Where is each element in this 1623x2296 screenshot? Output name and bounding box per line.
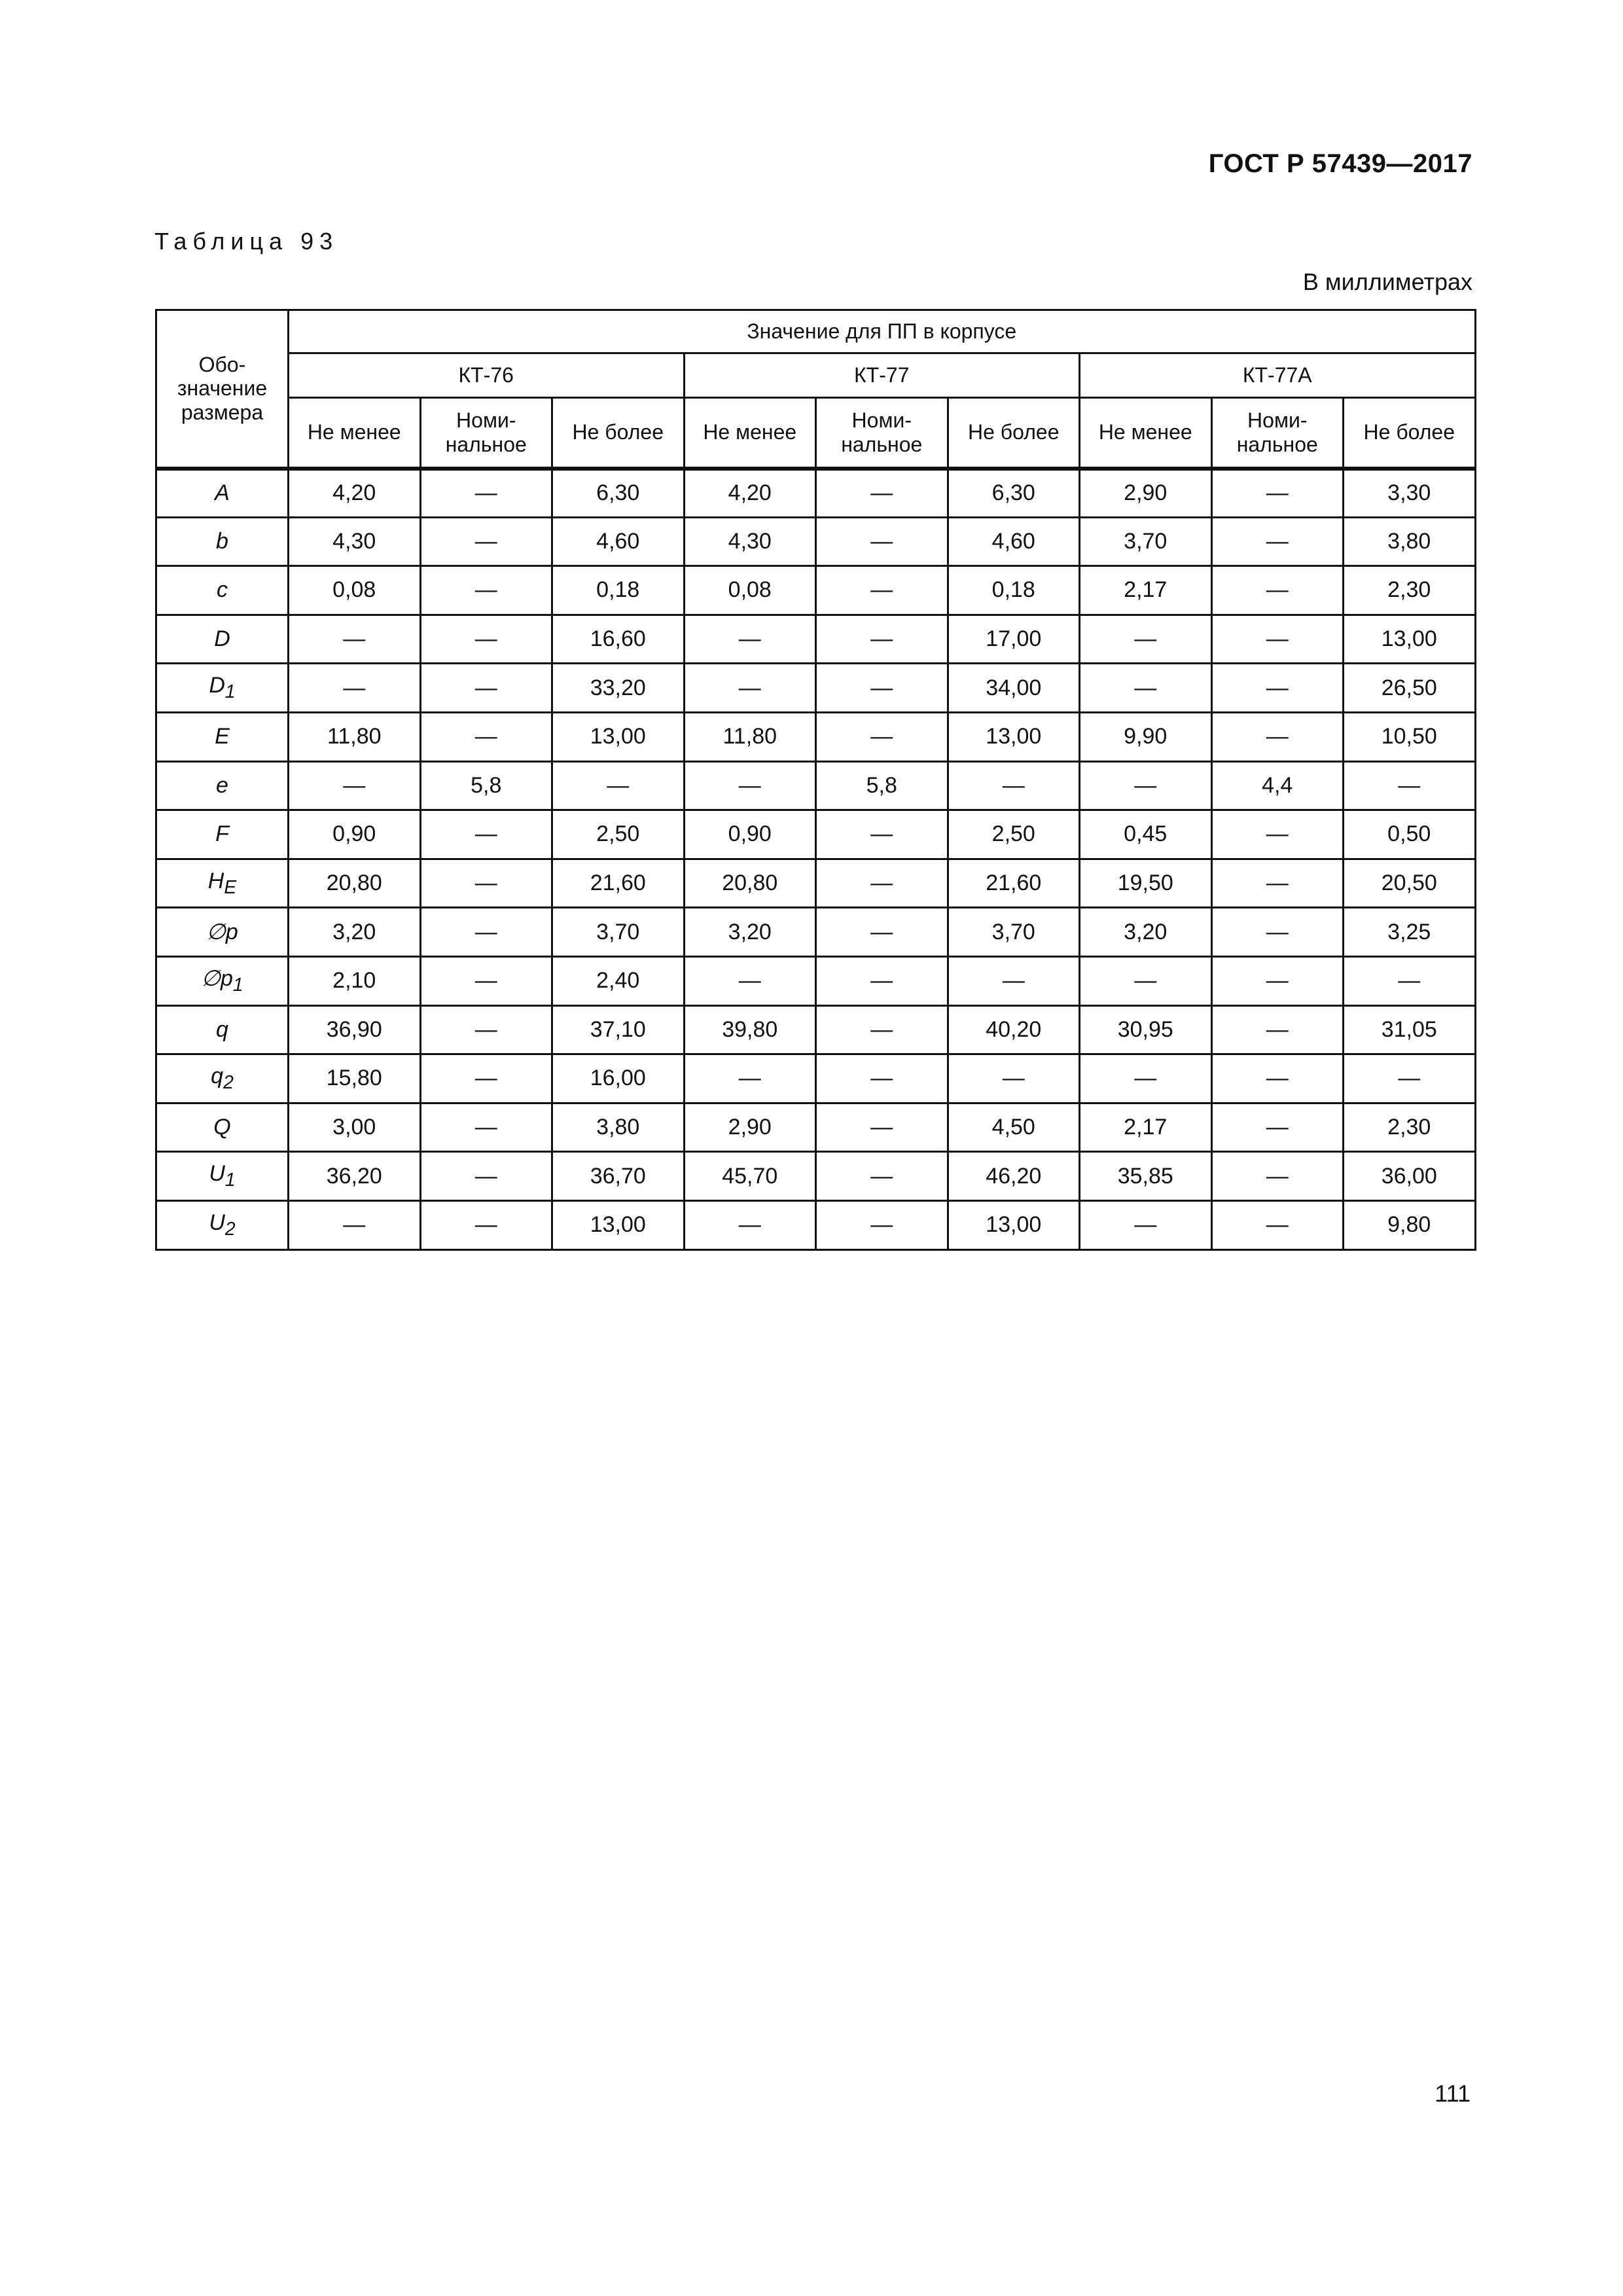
- value-cell: 13,00: [552, 712, 685, 761]
- value-cell: 16,00: [552, 1054, 685, 1103]
- value-cell: —: [420, 1054, 552, 1103]
- value-cell: —: [684, 1054, 816, 1103]
- value-cell: 0,08: [289, 566, 421, 615]
- value-cell: —: [289, 664, 421, 713]
- value-cell: —: [420, 956, 552, 1005]
- value-cell: 2,90: [1080, 469, 1212, 518]
- value-cell: —: [1211, 1200, 1344, 1249]
- table-row: [156, 517, 1476, 566]
- value-cell: 2,50: [948, 810, 1080, 859]
- value-cell: —: [816, 908, 948, 957]
- value-cell: —: [1211, 566, 1344, 615]
- value-cell: 3,70: [552, 908, 685, 957]
- sub-header-min: Не менее: [289, 398, 421, 469]
- value-cell: 4,20: [684, 469, 816, 518]
- value-cell: —: [289, 761, 421, 810]
- value-cell: —: [420, 469, 552, 518]
- dimension-symbol: ∅p: [156, 908, 289, 957]
- dimension-symbol: F: [156, 810, 289, 859]
- value-cell: 21,60: [552, 859, 685, 908]
- table-header: [156, 310, 1476, 469]
- package-header-kt77a: КТ-77А: [1080, 353, 1476, 398]
- value-cell: —: [1211, 712, 1344, 761]
- value-cell: 9,90: [1080, 712, 1212, 761]
- dimension-symbol: $U_1$: [156, 1152, 289, 1201]
- value-cell: 4,30: [289, 517, 421, 566]
- value-cell: 2,50: [552, 810, 685, 859]
- value-cell: —: [816, 1200, 948, 1249]
- value-cell: —: [420, 859, 552, 908]
- value-cell: —: [816, 1005, 948, 1054]
- package-header-kt77: КТ-77: [684, 353, 1080, 398]
- table-row: [156, 566, 1476, 615]
- value-cell: 35,85: [1080, 1152, 1212, 1201]
- value-cell: —: [1211, 859, 1344, 908]
- table-row: [156, 664, 1476, 713]
- value-cell: 11,80: [289, 712, 421, 761]
- value-cell: 5,8: [816, 761, 948, 810]
- value-cell: —: [816, 615, 948, 664]
- sub-header-max: Не более: [552, 398, 685, 469]
- value-cell: 20,80: [684, 859, 816, 908]
- value-cell: 3,80: [1344, 517, 1476, 566]
- value-cell: —: [816, 956, 948, 1005]
- value-cell: 11,80: [684, 712, 816, 761]
- value-cell: —: [1211, 615, 1344, 664]
- value-cell: —: [420, 517, 552, 566]
- value-cell: —: [816, 664, 948, 713]
- value-cell: 4,30: [684, 517, 816, 566]
- value-cell: 26,50: [1344, 664, 1476, 713]
- value-cell: —: [1344, 761, 1476, 810]
- dimension-symbol: $H_E$: [156, 859, 289, 908]
- sub-header-nominal: Номи- нальное: [816, 398, 948, 469]
- value-cell: —: [1211, 1103, 1344, 1152]
- value-cell: —: [420, 908, 552, 957]
- table-row: [156, 859, 1476, 908]
- sub-header-row: [156, 398, 1476, 469]
- value-cell: 3,00: [289, 1103, 421, 1152]
- value-cell: —: [1080, 664, 1212, 713]
- sub-header-min: Не менее: [1080, 398, 1212, 469]
- table-row: [156, 1103, 1476, 1152]
- dimension-symbol: $D_1$: [156, 664, 289, 713]
- dimension-symbol: E: [156, 712, 289, 761]
- value-cell: —: [1080, 956, 1212, 1005]
- value-cell: 0,18: [552, 566, 685, 615]
- dimension-symbol: q: [156, 1005, 289, 1054]
- dimensions-table: [155, 309, 1476, 1251]
- value-cell: —: [552, 761, 685, 810]
- value-cell: 37,10: [552, 1005, 685, 1054]
- table-row: [156, 469, 1476, 518]
- value-cell: —: [816, 1054, 948, 1103]
- value-cell: 36,00: [1344, 1152, 1476, 1201]
- value-cell: 3,30: [1344, 469, 1476, 518]
- value-cell: 13,00: [1344, 615, 1476, 664]
- value-cell: —: [1344, 1054, 1476, 1103]
- value-cell: —: [948, 956, 1080, 1005]
- value-cell: 3,20: [1080, 908, 1212, 957]
- value-cell: 2,17: [1080, 566, 1212, 615]
- value-cell: —: [816, 566, 948, 615]
- value-cell: 15,80: [289, 1054, 421, 1103]
- value-cell: —: [684, 956, 816, 1005]
- value-cell: 21,60: [948, 859, 1080, 908]
- table-body: [156, 469, 1476, 1250]
- value-cell: —: [420, 615, 552, 664]
- dimension-symbol: b: [156, 517, 289, 566]
- sub-header-nominal: Номи- нальное: [420, 398, 552, 469]
- value-cell: 45,70: [684, 1152, 816, 1201]
- value-cell: —: [420, 712, 552, 761]
- value-cell: —: [420, 1152, 552, 1201]
- value-cell: —: [1211, 956, 1344, 1005]
- value-cell: 20,50: [1344, 859, 1476, 908]
- value-cell: —: [816, 810, 948, 859]
- value-cell: —: [1211, 1005, 1344, 1054]
- value-cell: —: [684, 1200, 816, 1249]
- value-cell: 40,20: [948, 1005, 1080, 1054]
- value-cell: —: [816, 517, 948, 566]
- value-cell: 0,18: [948, 566, 1080, 615]
- value-cell: —: [684, 664, 816, 713]
- value-cell: —: [1211, 810, 1344, 859]
- value-cell: 3,70: [1080, 517, 1212, 566]
- value-cell: 33,20: [552, 664, 685, 713]
- table-row: [156, 810, 1476, 859]
- value-cell: 36,20: [289, 1152, 421, 1201]
- value-cell: —: [684, 761, 816, 810]
- value-cell: 34,00: [948, 664, 1080, 713]
- value-cell: 3,25: [1344, 908, 1476, 957]
- table-row: [156, 956, 1476, 1005]
- sub-header-max: Не более: [948, 398, 1080, 469]
- table-row: [156, 1005, 1476, 1054]
- package-header-kt76: КТ-76: [289, 353, 685, 398]
- dimension-symbol: $U_2$: [156, 1200, 289, 1249]
- value-cell: 4,60: [552, 517, 685, 566]
- value-cell: —: [1211, 908, 1344, 957]
- value-cell: —: [289, 615, 421, 664]
- value-cell: 36,70: [552, 1152, 685, 1201]
- value-cell: —: [1080, 761, 1212, 810]
- value-cell: 39,80: [684, 1005, 816, 1054]
- value-cell: 10,50: [1344, 712, 1476, 761]
- value-cell: —: [420, 566, 552, 615]
- value-cell: 0,90: [289, 810, 421, 859]
- value-cell: 9,80: [1344, 1200, 1476, 1249]
- value-cell: —: [1211, 469, 1344, 518]
- sub-header-min: Не менее: [684, 398, 816, 469]
- value-cell: 13,00: [948, 1200, 1080, 1249]
- value-cell: —: [420, 664, 552, 713]
- value-cell: 19,50: [1080, 859, 1212, 908]
- value-cell: 17,00: [948, 615, 1080, 664]
- dimension-symbol: D: [156, 615, 289, 664]
- value-cell: 4,20: [289, 469, 421, 518]
- value-cell: —: [1080, 1054, 1212, 1103]
- table-row: [156, 712, 1476, 761]
- table-row: [156, 615, 1476, 664]
- dimension-symbol: $\emptyset p_1$: [156, 956, 289, 1005]
- value-cell: —: [816, 859, 948, 908]
- dimension-symbol: A: [156, 469, 289, 518]
- value-cell: 13,00: [948, 712, 1080, 761]
- table-row: [156, 1152, 1476, 1201]
- value-cell: —: [1080, 1200, 1212, 1249]
- value-cell: —: [1211, 664, 1344, 713]
- value-cell: 2,17: [1080, 1103, 1212, 1152]
- value-cell: 0,50: [1344, 810, 1476, 859]
- sub-header-max: Не более: [1344, 398, 1476, 469]
- value-cell: 3,20: [289, 908, 421, 957]
- table-row: [156, 1200, 1476, 1249]
- dimension-symbol: e: [156, 761, 289, 810]
- table-row: [156, 1054, 1476, 1103]
- value-cell: 31,05: [1344, 1005, 1476, 1054]
- value-cell: 36,90: [289, 1005, 421, 1054]
- value-cell: —: [1344, 956, 1476, 1005]
- value-cell: 2,30: [1344, 566, 1476, 615]
- value-cell: 2,90: [684, 1103, 816, 1152]
- value-cell: 0,90: [684, 810, 816, 859]
- value-cell: 3,20: [684, 908, 816, 957]
- page-number: 111: [1435, 2080, 1471, 2107]
- group-header: Значение для ПП в корпусе: [289, 310, 1476, 353]
- value-cell: —: [948, 1054, 1080, 1103]
- value-cell: 2,40: [552, 956, 685, 1005]
- value-cell: 3,80: [552, 1103, 685, 1152]
- value-cell: —: [816, 1103, 948, 1152]
- table-row: [156, 761, 1476, 810]
- value-cell: —: [816, 712, 948, 761]
- dimension-symbol: c: [156, 566, 289, 615]
- value-cell: —: [420, 1103, 552, 1152]
- value-cell: —: [684, 615, 816, 664]
- value-cell: —: [1211, 517, 1344, 566]
- value-cell: 4,4: [1211, 761, 1344, 810]
- value-cell: —: [948, 761, 1080, 810]
- value-cell: 5,8: [420, 761, 552, 810]
- value-cell: 16,60: [552, 615, 685, 664]
- value-cell: 2,10: [289, 956, 421, 1005]
- table-caption: Таблица 93: [154, 228, 339, 255]
- value-cell: —: [289, 1200, 421, 1249]
- value-cell: 0,45: [1080, 810, 1212, 859]
- value-cell: —: [420, 1200, 552, 1249]
- value-cell: 6,30: [948, 469, 1080, 518]
- value-cell: 46,20: [948, 1152, 1080, 1201]
- units-note: В миллиметрах: [1302, 268, 1472, 295]
- value-cell: —: [1211, 1054, 1344, 1103]
- dimension-symbol: Q: [156, 1103, 289, 1152]
- value-cell: 3,70: [948, 908, 1080, 957]
- value-cell: 6,30: [552, 469, 685, 518]
- standard-id: ГОСТ Р 57439—2017: [1208, 149, 1472, 178]
- table-row: [156, 908, 1476, 957]
- value-cell: —: [1080, 615, 1212, 664]
- value-cell: —: [420, 810, 552, 859]
- value-cell: 4,60: [948, 517, 1080, 566]
- value-cell: —: [816, 1152, 948, 1201]
- value-cell: —: [420, 1005, 552, 1054]
- value-cell: —: [1211, 1152, 1344, 1201]
- value-cell: 13,00: [552, 1200, 685, 1249]
- value-cell: —: [816, 469, 948, 518]
- value-cell: 2,30: [1344, 1103, 1476, 1152]
- sub-header-nominal: Номи- нальное: [1211, 398, 1344, 469]
- value-cell: 0,08: [684, 566, 816, 615]
- value-cell: 4,50: [948, 1103, 1080, 1152]
- designation-header: Обо- значение размера: [156, 310, 289, 469]
- value-cell: 30,95: [1080, 1005, 1212, 1054]
- dimension-symbol: $q_2$: [156, 1054, 289, 1103]
- value-cell: 20,80: [289, 859, 421, 908]
